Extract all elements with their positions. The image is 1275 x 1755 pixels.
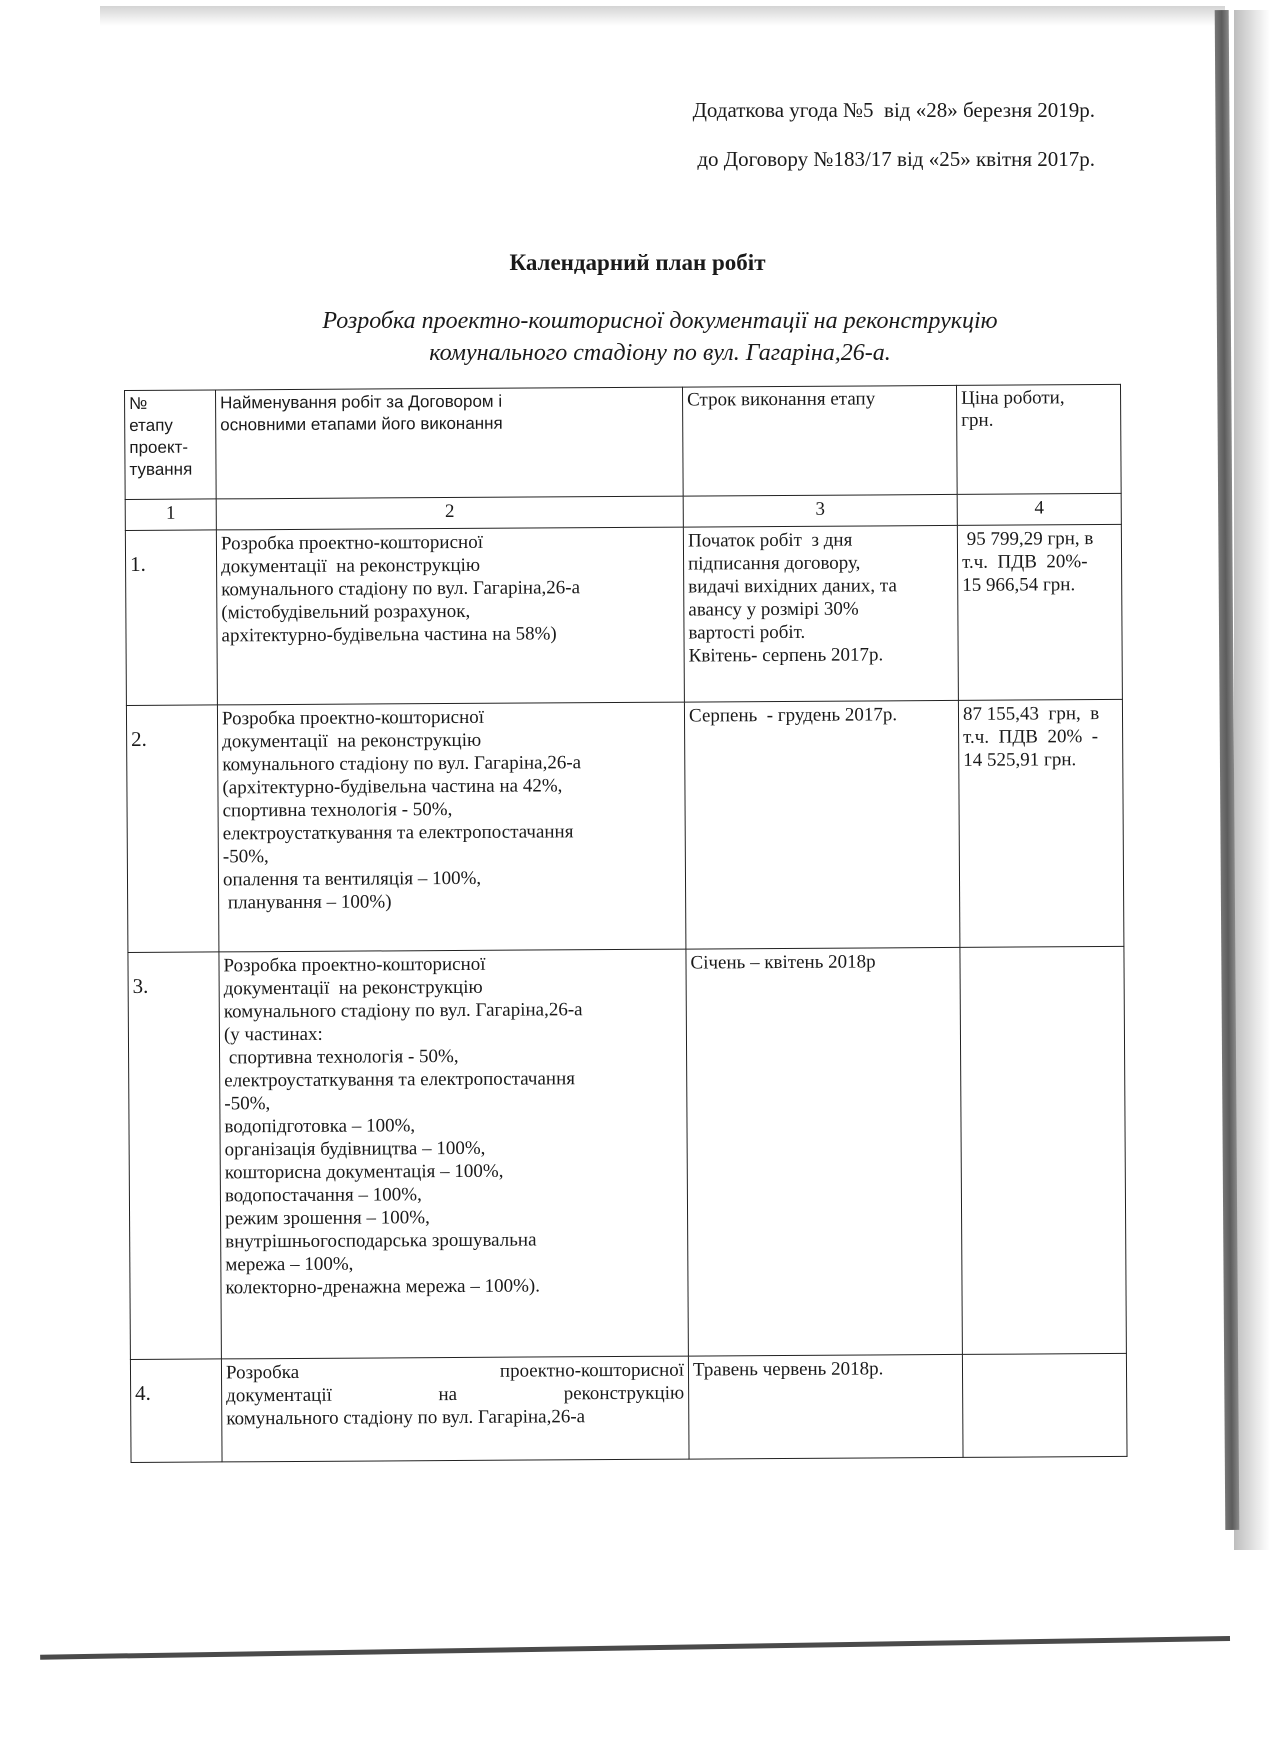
text-line: документації на реконструкцію — [226, 1382, 685, 1407]
stage-number: 1. — [125, 530, 217, 706]
text-line: організація будівництва – 100%, — [224, 1137, 486, 1161]
text-line: документації на реконструкцію — [222, 729, 482, 753]
header-stage-number — [125, 390, 217, 500]
text-line: мережа – 100%, — [225, 1253, 354, 1276]
scan-shadow-right — [1234, 10, 1270, 1550]
text-line: Серпень - грудень 2017р. — [688, 704, 898, 727]
text-line: комунального стадіону по вул. Гагаріна,26-а — [223, 999, 583, 1023]
text-line: Ціна роботи, — [961, 387, 1065, 409]
text-line: Розробка проектно-кошторисної — [225, 1359, 685, 1384]
text-line: Найменування робіт за Договором і — [220, 391, 503, 413]
text-line: водопідготовка – 100%, — [224, 1115, 416, 1138]
text-line: Початок робіт з дня — [687, 529, 853, 552]
column-number: 1 — [125, 499, 216, 531]
stage-term — [686, 947, 962, 1356]
text-line: спортивна технологія - 50%, — [222, 799, 453, 822]
text-line: (містобудівельний розрахунок, — [221, 600, 471, 624]
text-line: підписання договору, — [688, 552, 861, 575]
text-line: Розробка проектно-кошторисної — [220, 531, 484, 555]
text-line: видачі вихідних даних, та — [688, 575, 897, 598]
text-line: опалення та вентиляція – 100%, — [222, 867, 482, 891]
text-line: Травень червень 2018р. — [692, 1358, 884, 1381]
stage-number: 3. — [128, 952, 221, 1360]
table-row — [125, 524, 1122, 705]
text-line: електроустаткування та електропостачання — [222, 821, 574, 845]
text-line: 14 525,91 грн. — [963, 749, 1077, 771]
text-line: Квітень- серпень 2017р. — [688, 644, 884, 667]
stage-price — [960, 946, 1126, 1354]
text-line: документації на реконструкцію — [223, 976, 483, 1000]
table-row — [128, 946, 1126, 1359]
document-title: Календарний план робіт — [509, 250, 766, 275]
stage-price — [958, 699, 1124, 947]
scan-page-edge-bottom — [40, 1636, 1230, 1660]
text-line: комунального стадіону по вул. Гагаріна,26-а — [222, 752, 582, 776]
text-line: проект- — [129, 437, 189, 457]
scan-shadow-top — [100, 6, 1225, 26]
stage-number: 2. — [126, 705, 219, 953]
text-line: 15 966,54 грн. — [962, 574, 1076, 596]
text-line: документації на реконструкцію — [221, 554, 481, 578]
stage-price — [962, 1353, 1127, 1457]
text-line: вартості робіт. — [688, 621, 806, 644]
stage-description — [216, 527, 684, 705]
text-line: етапу — [129, 415, 173, 435]
stage-term — [688, 1354, 963, 1459]
text-line: авансу у розмірі 30% — [688, 598, 859, 621]
agreement-reference: Додаткова угода №5 від «28» березня 2019р. — [692, 98, 1095, 122]
column-number: 4 — [957, 493, 1121, 525]
stage-description — [217, 702, 686, 952]
text-line: Строк виконання етапу — [687, 388, 876, 411]
text-line: Розробка проектно-кошторисної — [221, 706, 485, 730]
text-line: -50%, — [224, 1093, 271, 1115]
text-line: кошторисна документація – 100%, — [224, 1160, 504, 1184]
stage-term — [683, 525, 958, 702]
column-number: 3 — [683, 494, 957, 527]
text-line: комунального стадіону по вул. Гагаріна,26-а — [226, 1406, 586, 1430]
text-line: тування — [129, 459, 193, 479]
text-line: колекторно-дренажна мережа – 100%). — [225, 1275, 541, 1299]
text-line: 95 799,29 грн, в — [961, 528, 1094, 550]
table-header-row — [125, 384, 1122, 499]
text-line: спортивна технологія - 50%, — [224, 1045, 459, 1069]
table-row — [130, 1353, 1127, 1462]
text-line: № — [129, 393, 148, 413]
text-line: -50%, — [222, 846, 269, 868]
text-line: планування – 100%) — [223, 891, 392, 914]
text-line: електроустаткування та електропостачання — [224, 1068, 576, 1092]
stage-term — [684, 700, 960, 949]
header-term — [682, 385, 957, 496]
text-line: т.ч. ПДВ 20% - — [963, 726, 1099, 748]
header-price — [956, 384, 1121, 494]
text-line: Січень – квітень 2018р — [690, 951, 876, 974]
text-line: комунального стадіону по вул. Гагаріна,26-а — [221, 577, 581, 601]
text-line: т.ч. ПДВ 20%- — [962, 551, 1088, 573]
text-line: (архітектурно-будівельна частина на 42%, — [222, 775, 563, 799]
text-line: (у частинах: — [223, 1023, 323, 1046]
text-line: грн. — [961, 409, 994, 431]
text-line: архітектурно-будівельна частина на 58%) — [221, 623, 557, 647]
work-schedule-table — [124, 384, 1128, 1463]
contract-reference: до Договору №183/17 від «25» квітня 2017р. — [697, 147, 1095, 171]
text-line: режим зрошення – 100%, — [225, 1207, 430, 1230]
stage-number: 4. — [130, 1359, 222, 1463]
text-line: основними етапами його виконання — [220, 413, 503, 435]
header-work-name — [216, 387, 684, 499]
text-line: Розробка проектно-кошторисної — [223, 953, 486, 977]
table-row — [126, 699, 1123, 952]
stage-price — [957, 524, 1122, 700]
text-line: водопостачання – 100%, — [224, 1184, 422, 1207]
document-subtitle-line-1: Розробка проектно-кошторисної документації на реконструкцію — [322, 308, 998, 334]
text-line: 87 155,43 грн, в — [962, 703, 1100, 725]
column-number: 2 — [216, 496, 683, 530]
text-line: внутрішньогосподарська зрошувальна — [225, 1229, 537, 1253]
stage-description — [221, 1356, 689, 1462]
stage-description — [219, 949, 688, 1359]
document-subtitle-line-2: комунального стадіону по вул. Гагаріна,26-а. — [429, 340, 891, 366]
